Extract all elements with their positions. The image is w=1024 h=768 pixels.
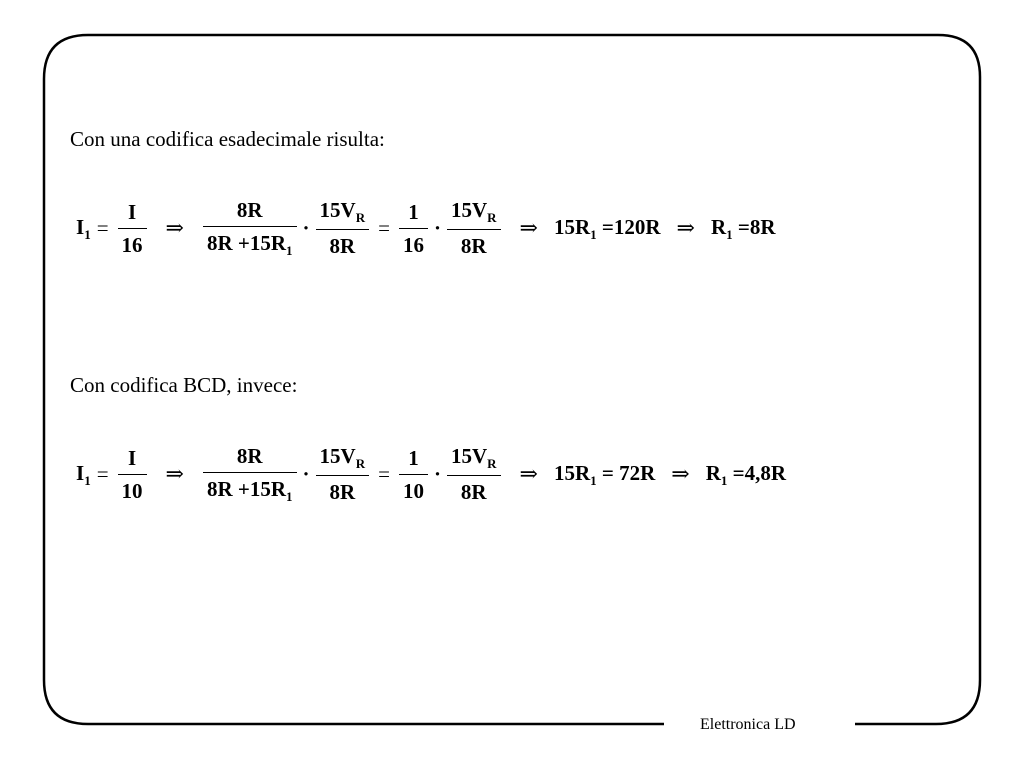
equals-sign: = — [378, 461, 390, 486]
dot-operator: · — [302, 461, 310, 486]
fraction-divider: $\frac{8R}{8R +15R_1}$ — [203, 198, 297, 258]
intro-hex-text: Con una codifica esadecimale risulta: — [70, 127, 385, 151]
r1-result: $R_1 =8R$ — [710, 214, 776, 242]
implies-arrow: ⇒ — [519, 215, 538, 240]
dot-operator: · — [433, 215, 441, 240]
implies-arrow: ⇒ — [519, 461, 538, 486]
lhs-term: $I_1$ — [76, 214, 91, 242]
dot-operator: · — [433, 461, 441, 486]
implies-arrow: ⇒ — [676, 215, 695, 240]
fraction-divider: $\frac{8R}{8R +15R_1}$ — [203, 444, 297, 504]
implies-arrow: ⇒ — [671, 461, 690, 486]
r1-result: $R_1 =4,8R$ — [705, 460, 787, 488]
r1-equation: $15R_1 = 72R$ — [553, 460, 656, 488]
footer-label: Elettronica LD — [700, 716, 796, 733]
implies-arrow: ⇒ — [165, 215, 184, 240]
equals-sign: = — [378, 215, 390, 240]
fraction-vr: $\frac{15V_R}{8R}$ — [316, 198, 370, 258]
fraction-i-over-n: $\frac{I}{10}$ — [118, 446, 147, 503]
fraction-i-over-n: $\frac{I}{16}$ — [118, 200, 147, 257]
intro-bcd-text: Con codifica BCD, invece: — [70, 373, 298, 397]
fraction-vr: $\frac{15V_R}{8R}$ — [447, 444, 501, 504]
r1-equation: $15R_1 =120R$ — [553, 214, 661, 242]
lhs-term: $I_1$ — [76, 460, 91, 488]
fraction-one-over-n: $\frac{1}{10}$ — [399, 446, 428, 503]
implies-arrow: ⇒ — [165, 461, 184, 486]
dot-operator: · — [302, 215, 310, 240]
equals-sign: = — [96, 461, 109, 486]
fraction-vr: $\frac{15V_R}{8R}$ — [447, 198, 501, 258]
fraction-vr: $\frac{15V_R}{8R}$ — [316, 444, 370, 504]
equals-sign: = — [96, 215, 109, 240]
equation-bcd — [76, 444, 786, 504]
equation-hex — [76, 198, 776, 258]
fraction-one-over-n: $\frac{1}{16}$ — [399, 200, 428, 257]
